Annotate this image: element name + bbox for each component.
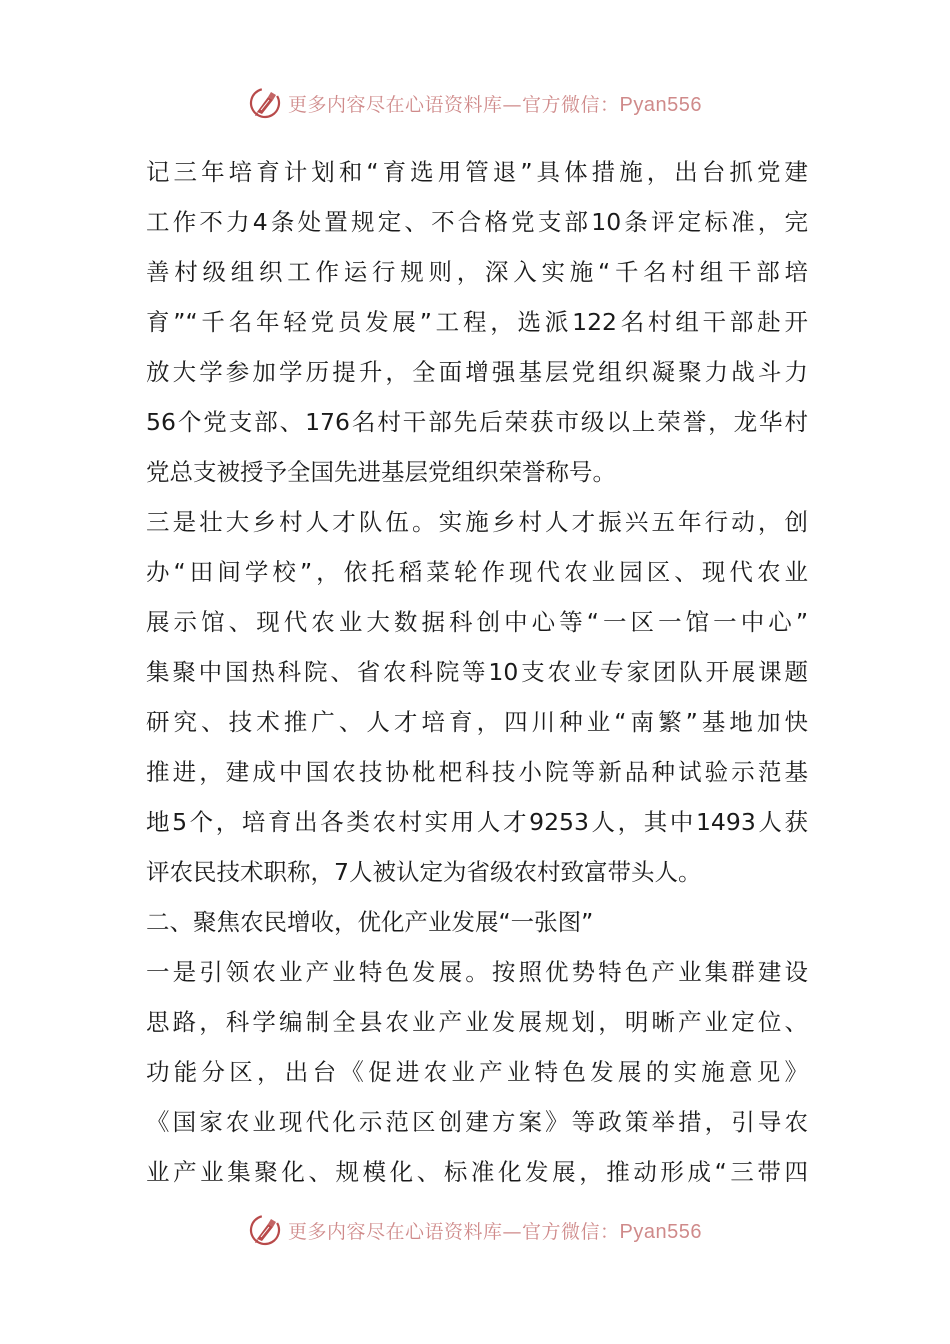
text-line: 放大学参加学历提升，全面增强基层党组织凝聚力战斗力 (146, 358, 808, 386)
banner-label: 更多内容尽在心语资料库—官方微信： (288, 93, 620, 116)
text-line: 56个党支部、176名村干部先后荣获市级以上荣誉，龙华村 (146, 408, 808, 436)
document-body (146, 147, 808, 1197)
banner-wechat-id: Pyan556 (619, 1220, 702, 1243)
text-line: 记三年培育计划和“育选用管退”具体措施，出台抓党建 (146, 158, 808, 186)
footer-banner (0, 1210, 950, 1250)
header-banner (0, 83, 950, 123)
text-line: 《国家农业现代化示范区创建方案》等政策举措，引导农 (146, 1108, 808, 1136)
banner-label: 更多内容尽在心语资料库—官方微信： (288, 1220, 620, 1243)
text-line: 评农民技术职称，7人被认定为省级农村致富带头人。 (146, 858, 702, 886)
banner-text (288, 90, 702, 117)
text-line: 展示馆、现代农业大数据科创中心等“一区一馆一中心” (146, 608, 808, 636)
text-line: 集聚中国热科院、省农科院等10支农业专家团队开展课题 (146, 658, 808, 686)
text-line: 育”“千名年轻党员发展”工程，选派122名村组干部赴开 (146, 308, 808, 336)
text-line: 党总支被授予全国先进基层党组织荣誉称号。 (146, 458, 616, 486)
text-line: 三是壮大乡村人才队伍。实施乡村人才振兴五年行动，创 (146, 508, 808, 536)
text-line: 二、聚焦农民增收，优化产业发展“一张图” (146, 908, 594, 936)
text-line: 功能分区，出台《促进农业产业特色发展的实施意见》 (146, 1058, 808, 1086)
text-line: 推进，建成中国农技协枇杷科技小院等新品种试验示范基 (146, 758, 808, 786)
text-line: 研究、技术推广、人才培育，四川种业“南繁”基地加快 (146, 708, 808, 736)
text-line: 业产业集聚化、规模化、标准化发展，推动形成“三带四 (146, 1158, 808, 1186)
banner-text (288, 1217, 702, 1244)
text-line: 地5个，培育出各类农村实用人才9253人，其中1493人获 (146, 808, 808, 836)
text-line: 善村级组织工作运行规则，深入实施“千名村组干部培 (146, 258, 808, 286)
pen-nib-logo-icon (248, 1213, 282, 1247)
text-line: 工作不力4条处置规定、不合格党支部10条评定标准，完 (146, 208, 808, 236)
text-line: 思路，科学编制全县农业产业发展规划，明晰产业定位、 (146, 1008, 808, 1036)
text-line: 一是引领农业产业特色发展。按照优势特色产业集群建设 (146, 958, 808, 986)
text-line: 办“田间学校”，依托稻菜轮作现代农业园区、现代农业 (146, 558, 808, 586)
pen-nib-logo-icon (248, 86, 282, 120)
banner-wechat-id: Pyan556 (619, 93, 702, 116)
